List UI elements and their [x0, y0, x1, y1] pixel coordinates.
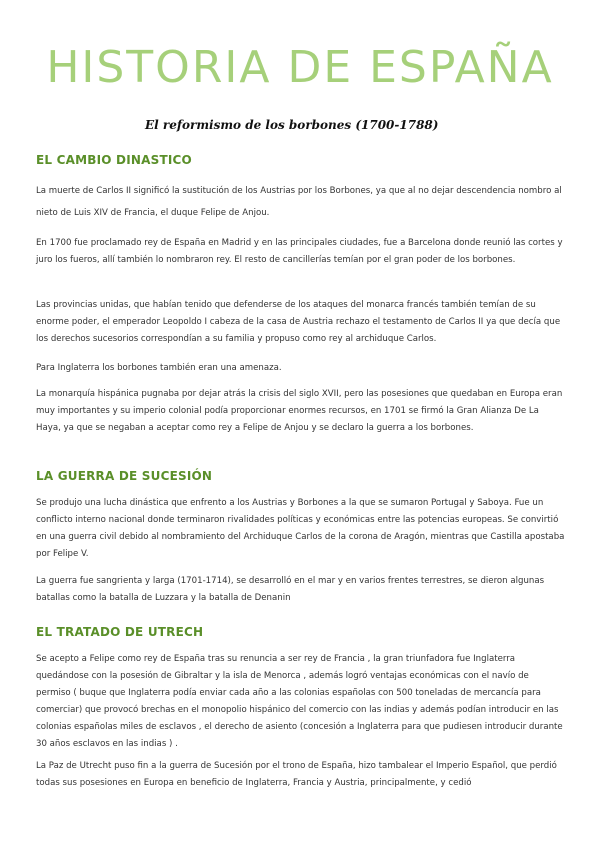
paragraph: La Paz de Utrecht puso fin a la guerra de Sucesión por el trono de España, hizo tambalear el Imperio Español, que perdió todas sus posesiones en Europa en beneficio de Inglaterra, Francia y Austria, principalmente, y cedió [36, 761, 557, 788]
section-heading-tratado-utrech: EL TRATADO DE UTRECH [36, 625, 204, 639]
page-title: HISTORIA DE ESPAÑA [46, 42, 554, 93]
section-heading-guerra-sucesion: LA GUERRA DE SUCESIÓN [36, 469, 213, 483]
paragraph: La guerra fue sangrienta y larga (1701-1714), se desarrolló en el mar y en varios frentes terrestres, se dieron algunas batallas como la batalla de Luzzara y la batalla de Denanin [36, 576, 545, 603]
paragraph: Se produjo una lucha dinástica que enfrento a los Austrias y Borbones a la que se sumaron Portugal y Saboya. Fue un conflicto interno nacional donde terminaron rivalidades políticas y económicas entre las potencias europeas. Se convirtió en una guerra civil debido al nombramiento del Archiduque Carlos de la corona de Aragón, mientras que Castilla apostaba por Felipe V. [36, 498, 565, 559]
page-subtitle: El reformismo de los borbones (1700-1788) [145, 118, 439, 132]
paragraph: En 1700 fue proclamado rey de España en Madrid y en las principales ciudades, fue a Barcelona donde reunió las cortes y juro los fueros, allí también lo nombraron rey. El resto de cancillerías temían por el gran poder de los borbones. [36, 238, 563, 265]
paragraph: La muerte de Carlos II significó la sustitución de los Austrias por los Borbones, ya que al no dejar descendencia nombro al nieto de Luis XIV de Francia, el duque Felipe de Anjou. [36, 186, 562, 218]
section-heading-cambio-dinastico: EL CAMBIO DINASTICO [36, 153, 192, 167]
paragraph: Para Inglaterra los borbones también eran una amenaza. [36, 363, 282, 373]
paragraph: La monarquía hispánica pugnaba por dejar atrás la crisis del siglo XVII, pero las posesiones que quedaban en Europa eran muy importantes y su imperio colonial podía proporcionar enormes recursos, en 1701 se firmó la Gran Alianza De La Haya, ya que se negaban a aceptar como rey a Felipe de Anjou y se declaro la guerra a los borbones. [36, 389, 563, 433]
paragraph: Se acepto a Felipe como rey de España tras su renuncia a ser rey de Francia , la gran triunfadora fue Inglaterra quedándose con la posesión de Gibraltar y la isla de Menorca , además logró ventajas económicas con el navío de permiso ( buque que Inglaterra podía enviar cada año a las colonias españolas con 500 toneladas de mercancía para comerciar) que provocó brechas en el monopolio hispánico del comercio con las indias y además podían introducir en las colonias españolas miles de esclavos , el derecho de asiento (concesión a Inglaterra para que pudiesen introducir durante 30 años esclavos en las indias ) . [36, 654, 563, 749]
paragraph: Las provincias unidas, que habían tenido que defenderse de los ataques del monarca francés también temían de su enorme poder, el emperador Leopoldo I cabeza de la casa de Austria rechazo el testamento de Carlos II ya que decía que los derechos sucesorios correspondían a su familia y propuso como rey al archiduque Carlos. [36, 300, 561, 344]
